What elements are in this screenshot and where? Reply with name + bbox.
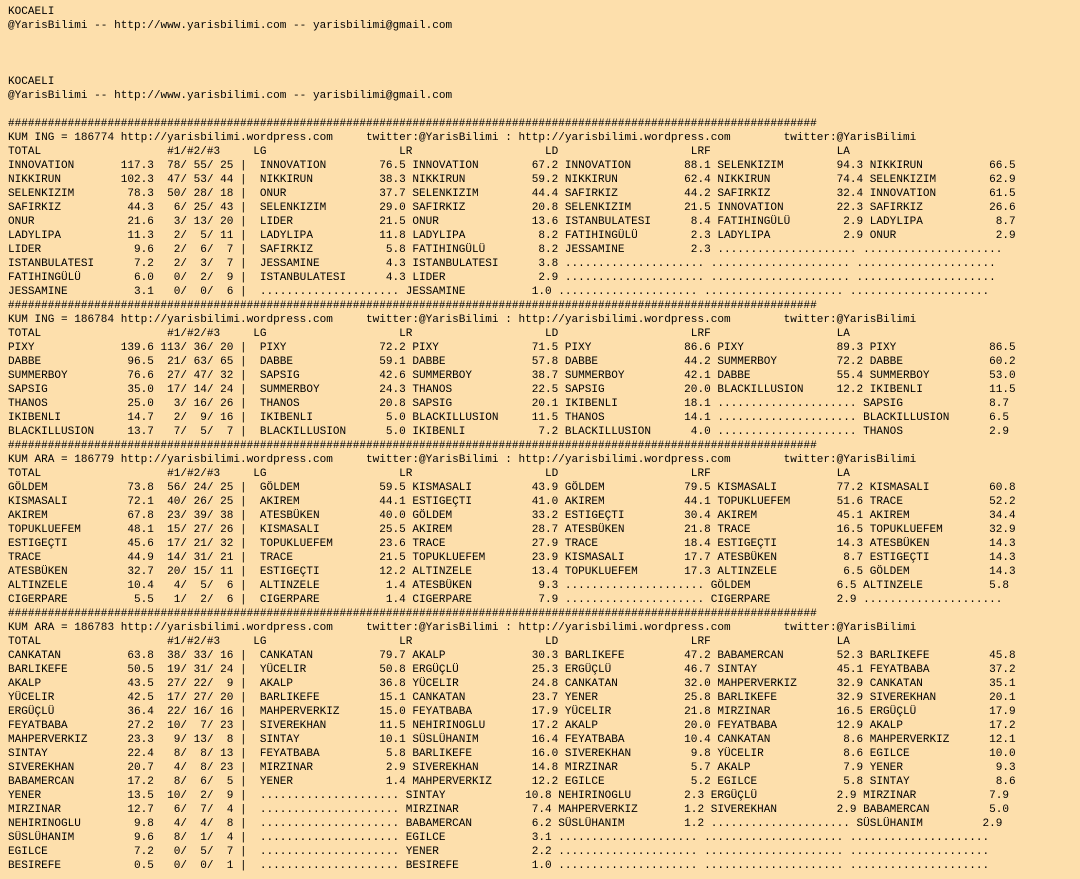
table-row: LIDER 9.6 2/ 6/ 7 | SAFIRKIZ 5.8 FATIHINGÜLÜ 8.2 JESSAMINE 2.3 ..................... ..................... [8, 244, 1003, 256]
section-separator: ########################################################################################################################## [8, 118, 817, 130]
table-row: TRACE 44.9 14/ 31/ 21 | TRACE 21.5 TOPUKLUEFEM 23.9 KISMASALI 17.7 ATESBÜKEN 8.7 ESTIGEÇTI 14.3 [8, 552, 1016, 564]
table-row: JESSAMINE 3.1 0/ 0/ 6 | ..................... JESSAMINE 1.0 ..................... ..................... ..................... [8, 286, 990, 298]
table-row: PIXY 139.6 113/ 36/ 20 | PIXY 72.2 PIXY 71.5 PIXY 86.6 PIXY 89.3 PIXY 86.5 [8, 342, 1016, 354]
table-row: AKIREM 67.8 23/ 39/ 38 | ATESBÜKEN 40.0 GÖLDEM 33.2 ESTIGEÇTI 30.4 AKIREM 45.1 AKIREM 34.4 [8, 510, 1016, 522]
results-document [8, 5, 1016, 873]
table-row: ESTIGEÇTI 45.6 17/ 21/ 32 | TOPUKLUEFEM 23.6 TRACE 27.9 TRACE 18.4 ESTIGEÇTI 14.3 ATESBÜKEN 14.3 [8, 538, 1016, 550]
table-row: IKIBENLI 14.7 2/ 9/ 16 | IKIBENLI 5.0 BLACKILLUSION 11.5 THANOS 14.1 ..................... BLACKILLUSION 6.5 [8, 412, 1010, 424]
race-header-line: KUM ARA = 186783 http://yarisbilimi.wordpress.com twitter:@YarisBilimi : http://yarisbilimi.wordpress.com twitter:@YarisBilimi [8, 622, 917, 634]
table-row: GÖLDEM 73.8 56/ 24/ 25 | GÖLDEM 59.5 KISMASALI 43.9 GÖLDEM 79.5 KISMASALI 77.2 KISMASALI 60.8 [8, 482, 1016, 494]
table-row: BESIREFE 0.5 0/ 0/ 1 | ..................... BESIREFE 1.0 ..................... ..................... ..................... [8, 860, 990, 872]
table-row: CANKATAN 63.8 38/ 33/ 16 | CANKATAN 79.7 AKALP 30.3 BARLIKEFE 47.2 BABAMERCAN 52.3 BARLIKEFE 45.8 [8, 650, 1016, 662]
city-title: KOCAELI [8, 6, 55, 18]
contact-line: @YarisBilimi -- http://www.yarisbilimi.com -- yarisbilimi@gmail.com [8, 90, 453, 102]
table-row: KISMASALI 72.1 40/ 26/ 25 | AKIREM 44.1 ESTIGEÇTI 41.0 AKIREM 44.1 TOPUKLUEFEM 51.6 TRACE 52.2 [8, 496, 1016, 508]
race-header-line: KUM ARA = 186779 http://yarisbilimi.wordpress.com twitter:@YarisBilimi : http://yarisbilimi.wordpress.com twitter:@YarisBilimi [8, 454, 917, 466]
table-row: MIRZINAR 12.7 6/ 7/ 4 | ..................... MIRZINAR 7.4 MAHPERVERKIZ 1.2 SIVEREKHAN 2.9 BABAMERCAN 5.0 [8, 804, 1010, 816]
section-separator: ########################################################################################################################## [8, 440, 817, 452]
blank-line [8, 47, 1016, 61]
column-header-line: TOTAL #1/#2/#3 LG LR LD LRF LA [8, 636, 850, 648]
table-row: SIVEREKHAN 20.7 4/ 8/ 23 | MIRZINAR 2.9 SIVEREKHAN 14.8 MIRZINAR 5.7 AKALP 7.9 YENER 9.3 [8, 762, 1016, 774]
table-row: SUMMERBOY 76.6 27/ 47/ 32 | SAPSIG 42.6 SUMMERBOY 38.7 SUMMERBOY 42.1 DABBE 55.4 SUMMERBOY 53.0 [8, 370, 1016, 382]
race-header-line: KUM ING = 186784 http://yarisbilimi.wordpress.com twitter:@YarisBilimi : http://yarisbilimi.wordpress.com twitter:@YarisBilimi [8, 314, 917, 326]
table-row: SAPSIG 35.0 17/ 14/ 24 | SUMMERBOY 24.3 THANOS 22.5 SAPSIG 20.0 BLACKILLUSION 12.2 IKIBENLI 11.5 [8, 384, 1016, 396]
table-row: INNOVATION 117.3 78/ 55/ 25 | INNOVATION 76.5 INNOVATION 67.2 INNOVATION 88.1 SELENKIZIM 94.3 NIKKIRUN 66.5 [8, 160, 1016, 172]
table-row: NEHIRINOGLU 9.8 4/ 4/ 8 | ..................... BABAMERCAN 6.2 SÜSLÜHANIM 1.2 ..................... SÜSLÜHANIM 2.9 [8, 818, 1003, 830]
blank-line [8, 33, 1016, 47]
contact-line: @YarisBilimi -- http://www.yarisbilimi.com -- yarisbilimi@gmail.com [8, 20, 453, 32]
table-row: CIGERPARE 5.5 1/ 2/ 6 | CIGERPARE 1.4 CIGERPARE 7.9 ..................... CIGERPARE 2.9 ..................... [8, 594, 1003, 606]
table-row: LADYLIPA 11.3 2/ 5/ 11 | LADYLIPA 11.8 LADYLIPA 8.2 FATIHINGÜLÜ 2.3 LADYLIPA 2.9 ONUR 2.9 [8, 230, 1016, 242]
table-row: SAFIRKIZ 44.3 6/ 25/ 43 | SELENKIZIM 29.0 SAFIRKIZ 20.8 SELENKIZIM 21.5 INNOVATION 22.3 SAFIRKIZ 26.6 [8, 202, 1016, 214]
city-title: KOCAELI [8, 76, 55, 88]
race-header-line: KUM ING = 186774 http://yarisbilimi.wordpress.com twitter:@YarisBilimi : http://yarisbilimi.wordpress.com twitter:@YarisBilimi [8, 132, 917, 144]
table-row: ISTANBULATESI 7.2 2/ 3/ 7 | JESSAMINE 4.3 ISTANBULATESI 3.8 ..................... ..................... ..................... [8, 258, 996, 270]
section-separator: ########################################################################################################################## [8, 300, 817, 312]
table-row: FATIHINGÜLÜ 6.0 0/ 2/ 9 | ISTANBULATESI 4.3 LIDER 2.9 ..................... ..................... ..................... [8, 272, 996, 284]
table-row: DABBE 96.5 21/ 63/ 65 | DABBE 59.1 DABBE 57.8 DABBE 44.2 SUMMERBOY 72.2 DABBE 60.2 [8, 356, 1016, 368]
column-header-line: TOTAL #1/#2/#3 LG LR LD LRF LA [8, 468, 850, 480]
table-row: EGILCE 7.2 0/ 5/ 7 | ..................... YENER 2.2 ..................... ..................... ..................... [8, 846, 990, 858]
table-row: ONUR 21.6 3/ 13/ 20 | LIDER 21.5 ONUR 13.6 ISTANBULATESI 8.4 FATIHINGÜLÜ 2.9 LADYLIPA 8.7 [8, 216, 1016, 228]
column-header-line: TOTAL #1/#2/#3 LG LR LD LRF LA [8, 328, 850, 340]
table-row: YENER 13.5 10/ 2/ 9 | ..................... SINTAY 10.8 NEHIRINOGLU 2.3 ERGÜÇLÜ 2.9 MIRZINAR 7.9 [8, 790, 1010, 802]
blank-line [8, 103, 1016, 117]
section-separator: ########################################################################################################################## [8, 608, 817, 620]
table-row: TOPUKLUEFEM 48.1 15/ 27/ 26 | KISMASALI 25.5 AKIREM 28.7 ATESBÜKEN 21.8 TRACE 16.5 TOPUKLUEFEM 32.9 [8, 524, 1016, 536]
table-row: FEYATBABA 27.2 10/ 7/ 23 | SIVEREKHAN 11.5 NEHIRINOGLU 17.2 AKALP 20.0 FEYATBABA 12.9 AKALP 17.2 [8, 720, 1016, 732]
table-row: BARLIKEFE 50.5 19/ 31/ 24 | YÜCELIR 50.8 ERGÜÇLÜ 25.3 ERGÜÇLÜ 46.7 SINTAY 45.1 FEYATBABA 37.2 [8, 664, 1016, 676]
table-row: MAHPERVERKIZ 23.3 9/ 13/ 8 | SINTAY 10.1 SÜSLÜHANIM 16.4 FEYATBABA 10.4 CANKATAN 8.6 MAHPERVERKIZ 12.1 [8, 734, 1016, 746]
table-row: AKALP 43.5 27/ 22/ 9 | AKALP 36.8 YÜCELIR 24.8 CANKATAN 32.0 MAHPERVERKIZ 32.9 CANKATAN 35.1 [8, 678, 1016, 690]
column-header-line: TOTAL #1/#2/#3 LG LR LD LRF LA [8, 146, 850, 158]
table-row: ALTINZELE 10.4 4/ 5/ 6 | ALTINZELE 1.4 ATESBÜKEN 9.3 ..................... GÖLDEM 6.5 ALTINZELE 5.8 [8, 580, 1010, 592]
table-row: NIKKIRUN 102.3 47/ 53/ 44 | NIKKIRUN 38.3 NIKKIRUN 59.2 NIKKIRUN 62.4 NIKKIRUN 74.4 SELENKIZIM 62.9 [8, 174, 1016, 186]
table-row: SINTAY 22.4 8/ 8/ 13 | FEYATBABA 5.8 BARLIKEFE 16.0 SIVEREKHAN 9.8 YÜCELIR 8.6 EGILCE 10.0 [8, 748, 1016, 760]
table-row: ERGÜÇLÜ 36.4 22/ 16/ 16 | MAHPERVERKIZ 15.0 FEYATBABA 17.9 YÜCELIR 21.8 MIRZINAR 16.5 ERGÜÇLÜ 17.9 [8, 706, 1016, 718]
table-row: BABAMERCAN 17.2 8/ 6/ 5 | YENER 1.4 MAHPERVERKIZ 12.2 EGILCE 5.2 EGILCE 5.8 SINTAY 8.6 [8, 776, 1016, 788]
table-row: BLACKILLUSION 13.7 7/ 5/ 7 | BLACKILLUSION 5.0 IKIBENLI 7.2 BLACKILLUSION 4.0 ..................... THANOS 2.9 [8, 426, 1010, 438]
table-row: YÜCELIR 42.5 17/ 27/ 20 | BARLIKEFE 15.1 CANKATAN 23.7 YENER 25.8 BARLIKEFE 32.9 SIVEREKHAN 20.1 [8, 692, 1016, 704]
table-row: SELENKIZIM 78.3 50/ 28/ 18 | ONUR 37.7 SELENKIZIM 44.4 SAFIRKIZ 44.2 SAFIRKIZ 32.4 INNOVATION 61.5 [8, 188, 1016, 200]
table-row: THANOS 25.0 3/ 16/ 26 | THANOS 20.8 SAPSIG 20.1 IKIBENLI 18.1 ..................... SAPSIG 8.7 [8, 398, 1010, 410]
table-row: ATESBÜKEN 32.7 20/ 15/ 11 | ESTIGEÇTI 12.2 ALTINZELE 13.4 TOPUKLUEFEM 17.3 ALTINZELE 6.5 GÖLDEM 14.3 [8, 566, 1016, 578]
blank-line [8, 61, 1016, 75]
table-row: SÜSLÜHANIM 9.6 8/ 1/ 4 | ..................... EGILCE 3.1 ..................... ..................... ..................... [8, 832, 990, 844]
